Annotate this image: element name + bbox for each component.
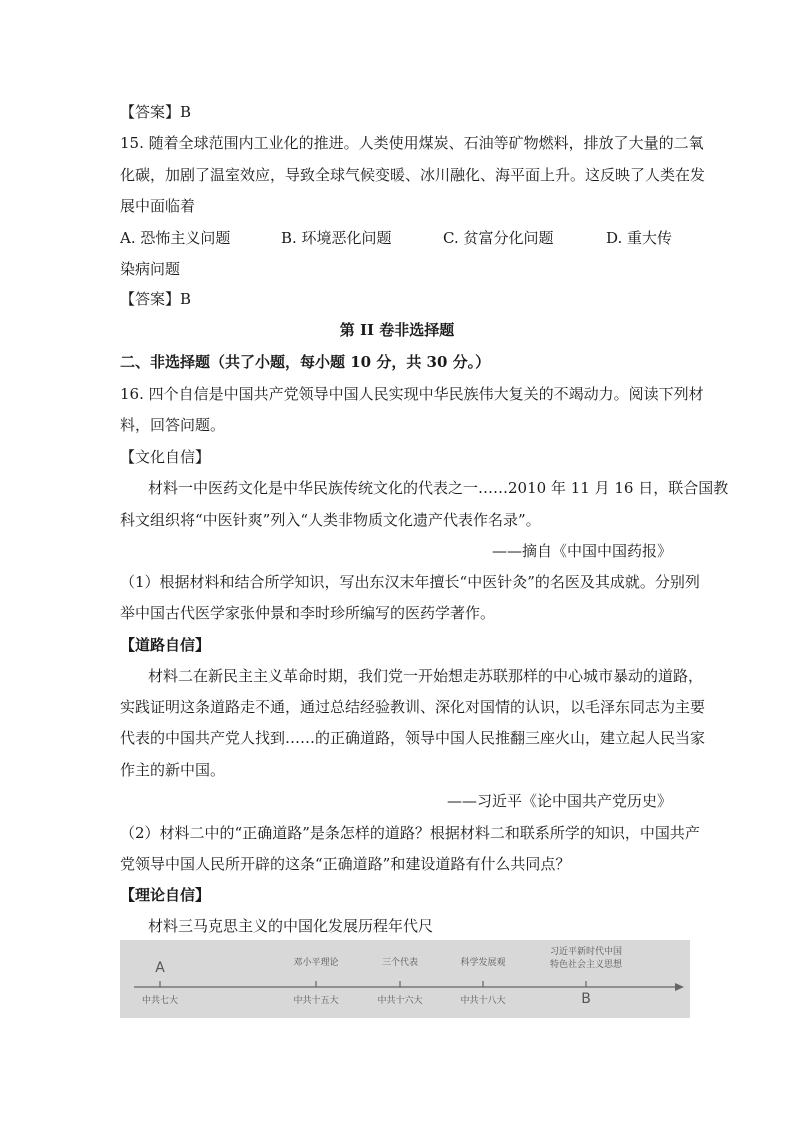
question-15-line-3: 展中面临着 xyxy=(120,197,196,215)
material-1-line-1: 材料一中医药文化是中华民族传统文化的代表之一……2010 年 11 月 16 日，联合国教 xyxy=(148,479,729,497)
option-b: B. 环境恶化问题 xyxy=(281,229,392,247)
question-16-line-2: 料，回答问题。 xyxy=(120,416,226,434)
heading-theory-confidence: 【理论自信】 xyxy=(120,886,211,904)
question-15-line-2: 化碳，加剧了温室效应，导致全球气候变暖、冰川融化、海平面上升。这反映了人类在发 xyxy=(120,166,706,184)
material-1-line-2: 科文组织将“中医针爽”列入“人类非物质文化遗产代表作名录”。 xyxy=(120,511,541,529)
label-xi-thought-line-2: 特色社会主义思想 xyxy=(549,960,623,970)
option-c: C. 贫富分化问题 xyxy=(443,229,554,247)
label-15th-congress: 中共十五大 xyxy=(293,996,339,1006)
sub-question-1-line-2: 举中国古代医学家张仲景和李时珍所编写的医药学著作。 xyxy=(120,604,496,622)
section-title: 第 II 卷非选择题 xyxy=(339,321,455,339)
label-xi-thought-line-1: 习近平新时代中国 xyxy=(549,947,623,957)
label-a: A xyxy=(155,960,165,976)
sub-question-2-line-2: 党领导中国人民所开辟的这条“正确道路”和建设道路有什么共同点？ xyxy=(120,855,571,873)
sub-question-1-line-1: （1）根据材料和结合所学知识，写出东汉末年擅长“中医针灸”的名医及其成就。分别列 xyxy=(120,573,700,591)
heading-road-confidence: 【道路自信】 xyxy=(120,636,211,654)
option-a: A. 恐怖主义问题 xyxy=(120,229,231,247)
answer-14: 【答案】B xyxy=(120,103,192,121)
heading-culture-confidence: 【文化自信】 xyxy=(120,448,211,466)
label-deng-theory: 邓小平理论 xyxy=(293,958,339,968)
material-2-line-4: 作主的新中国。 xyxy=(120,761,226,779)
label-b: B xyxy=(581,991,591,1007)
material-2-line-1: 材料二在新民主主义革命时期，我们党一开始想走苏联那样的中心城市暴动的道路， xyxy=(148,667,704,685)
label-three-represents: 三个代表 xyxy=(381,958,419,968)
label-7th-congress: 中共七大 xyxy=(141,996,179,1006)
label-18th-congress: 中共十八大 xyxy=(460,996,506,1006)
timeline-figure xyxy=(120,940,690,1018)
question-15-line-1: 15. 随着全球范围内工业化的推进。人类使用煤炭、石油等矿物燃料，排放了大量的二氧 xyxy=(120,134,704,152)
timeline-svg xyxy=(120,940,690,1018)
timeline-arrowhead xyxy=(675,983,684,991)
material-3-caption: 材料三马克思主义的中国化发展历程年代尺 xyxy=(148,917,434,935)
label-16th-congress: 中共十六大 xyxy=(377,996,423,1006)
option-d: D. 重大传 xyxy=(606,229,673,247)
material-2-line-3: 代表的中国共产党人找到……的正确道路，领导中国人民推翻三座火山，建立起人民当家 xyxy=(120,729,706,747)
material-2-source: ——习近平《论中国共产党历史》 xyxy=(446,792,672,810)
option-d-continued: 染病问题 xyxy=(120,260,181,278)
question-16-line-1: 16. 四个自信是中国共产党领导中国人民实现中华民族伟大复关的不竭动力。阅读下列材 xyxy=(120,385,704,403)
material-1-source: ——摘自《中国中国药报》 xyxy=(491,542,672,560)
label-scientific-outlook: 科学发展观 xyxy=(460,958,506,968)
part-two-heading: 二、非选择题（共了小题，每小题 10 分，共 30 分。） xyxy=(120,353,491,371)
answer-15: 【答案】B xyxy=(120,290,192,308)
sub-question-2-line-1: （2）材料二中的“正确道路”是条怎样的道路？根据材料二和联系所学的知识，中国共产 xyxy=(120,824,700,842)
material-2-line-2: 实践证明这条道路走不通，通过总结经验教训、深化对国情的认识，以毛泽东同志为主要 xyxy=(120,698,706,716)
